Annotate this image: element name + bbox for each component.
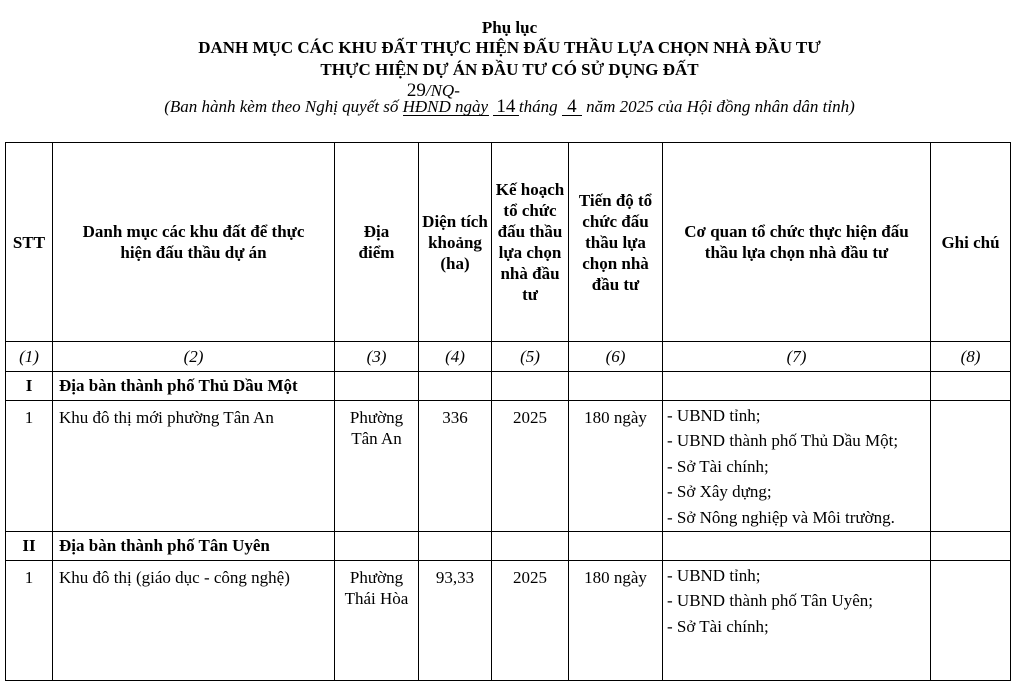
document-title: DANH MỤC CÁC KHU ĐẤT THỰC HIỆN ĐẤU THẦU LỰA CHỌN NHÀ ĐẦU TƯ [198, 38, 821, 57]
col-header-stt: STT [6, 143, 53, 342]
header-row [6, 143, 1011, 342]
col-header-note: Ghi chú [931, 143, 1011, 342]
col-number: (7) [663, 342, 931, 372]
agency-item: - UBND tỉnh; [667, 406, 761, 425]
section-title: Địa bàn thành phố Thủ Dầu Một [53, 372, 335, 401]
col-number: (3) [335, 342, 419, 372]
table-row [6, 561, 1011, 681]
col-header-area: Diện tích khoảng (ha) [419, 143, 492, 342]
col-number: (1) [6, 342, 53, 372]
section-row [6, 532, 1011, 561]
agency-item: - Sở Nông nghiệp và Môi trường. [667, 507, 895, 527]
col-number: (6) [569, 342, 663, 372]
col-number: (2) [53, 342, 335, 372]
col-number: (5) [492, 342, 569, 372]
row-agencies [663, 401, 931, 532]
row-land-name: Khu đô thị (giáo dục - công nghệ) [53, 561, 335, 681]
row-note [931, 561, 1011, 681]
row-note [931, 401, 1011, 532]
agency-item: - UBND tỉnh; [667, 566, 761, 585]
agency-item: - UBND thành phố Thủ Dầu Một; [667, 431, 899, 451]
section-numeral: I [6, 372, 53, 401]
col-header-location: Địa điểm [335, 143, 419, 342]
agency-item: - UBND thành phố Tân Uyên; [667, 591, 874, 611]
section-title: Địa bàn thành phố Tân Uyên [53, 532, 335, 561]
reference-suffix: năm 2025 của Hội đồng nhân dân tỉnh) [586, 97, 855, 116]
row-area: 336 [419, 401, 492, 532]
section-numeral: II [6, 532, 53, 561]
row-schedule: 180 ngày [569, 561, 663, 681]
col-number: (8) [931, 342, 1011, 372]
row-area: 93,33 [419, 561, 492, 681]
agency-item: - Sở Tài chính; [667, 456, 769, 476]
resolution-day: 14 [496, 96, 516, 117]
agency-item: - Sở Xây dựng; [667, 482, 772, 502]
resolution-month: 4 [567, 96, 577, 117]
row-plan: 2025 [492, 561, 569, 681]
land-list-table [5, 142, 1011, 681]
row-agencies [663, 561, 931, 681]
document-subtitle: THỰC HIỆN DỰ ÁN ĐẦU TƯ CÓ SỬ DỤNG ĐẤT [320, 60, 699, 79]
resolution-suffix: /NQ-HĐND ngày [402, 81, 489, 116]
row-location: Phường Tân An [335, 401, 419, 532]
row-plan: 2025 [492, 401, 569, 532]
col-number: (4) [419, 342, 492, 372]
col-header-plan: Kế hoạch tổ chức đấu thầu lựa chọn nhà đầu tư [492, 143, 569, 342]
appendix-title: Phụ lục [481, 18, 538, 37]
table-row [6, 401, 1011, 532]
col-header-schedule: Tiến độ tổ chức đấu thầu lựa chọn nhà đầu tư [569, 143, 663, 342]
column-number-row [6, 342, 1011, 372]
row-stt: 1 [6, 561, 53, 681]
resolution-reference [0, 80, 1019, 117]
row-location: Phường Thái Hòa [335, 561, 419, 681]
resolution-number: 29 [406, 80, 426, 101]
row-schedule: 180 ngày [569, 401, 663, 532]
agency-item: - Sở Tài chính; [667, 616, 769, 636]
reference-prefix: (Ban hành kèm theo Nghị quyết số [164, 97, 399, 116]
row-land-name: Khu đô thị mới phường Tân An [53, 401, 335, 532]
section-row [6, 372, 1011, 401]
col-header-land-name: Danh mục các khu đất để thực hiện đấu thầu dự án [53, 143, 335, 342]
month-label: tháng [518, 97, 558, 116]
col-header-agency: Cơ quan tổ chức thực hiện đấu thầu lựa chọn nhà đầu tư [663, 143, 931, 342]
row-stt: 1 [6, 401, 53, 532]
